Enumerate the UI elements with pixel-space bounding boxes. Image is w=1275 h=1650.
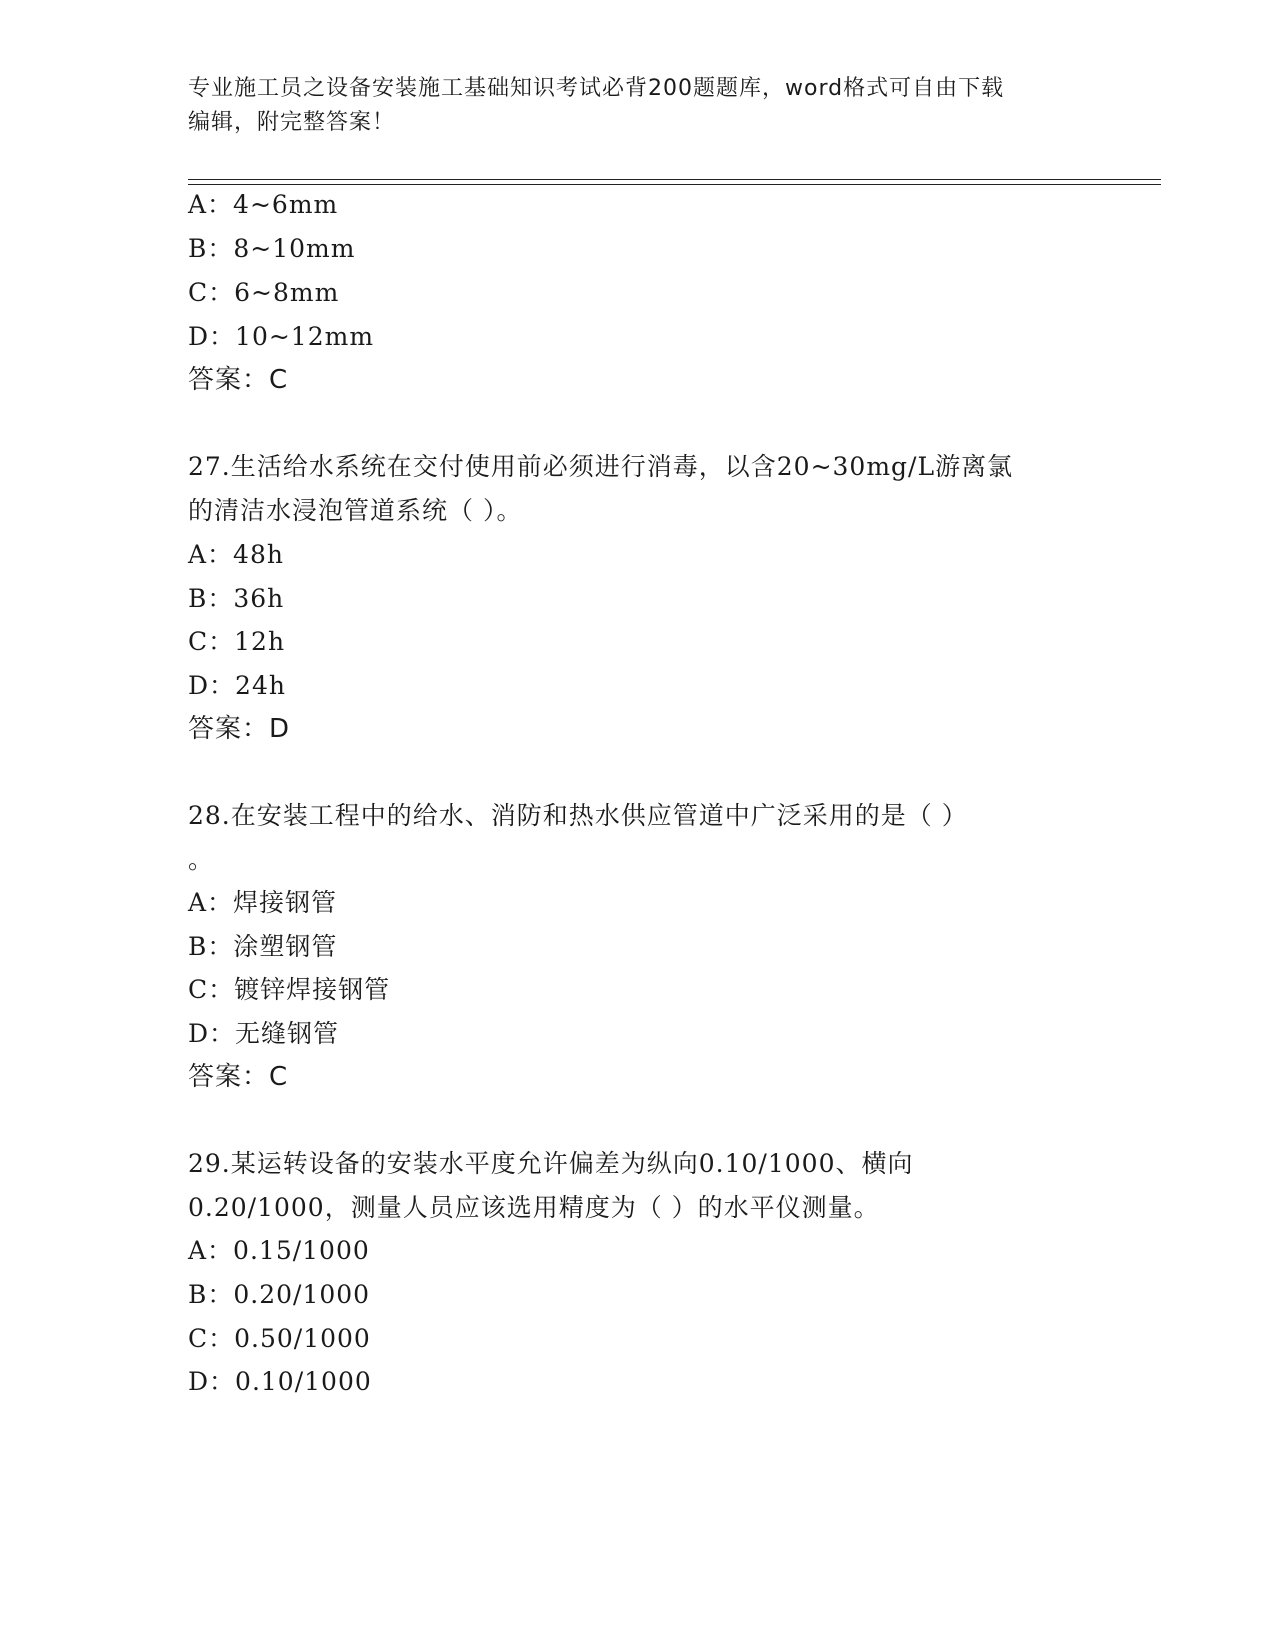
q29-option-d: D：0.10/1000 [188, 1367, 372, 1396]
q28-option-a: A：焊接钢管 [188, 888, 338, 917]
q28-option-c: C：镀锌焊接钢管 [188, 975, 391, 1004]
q26-answer: 答案：C [188, 365, 289, 395]
q26-option-d: D：10~12mm [188, 322, 375, 351]
q28-stem-line-1: 28.在安装工程中的给水、消防和热水供应管道中广泛采用的是（ ） [188, 801, 968, 830]
q27-stem-line-2: 的清洁水浸泡管道系统（ ）。 [188, 496, 523, 525]
q28-answer: 答案：C [188, 1062, 289, 1092]
q27-option-a: A：48h [188, 540, 284, 569]
q27-option-b: B：36h [188, 584, 285, 613]
q28-option-b: B：涂塑钢管 [188, 932, 338, 961]
q26-option-b: B：8~10mm [188, 234, 356, 263]
q27-option-c: C：12h [188, 627, 286, 656]
q26-option-c: C：6~8mm [188, 278, 340, 307]
q29-stem-line-2: 0.20/1000，测量人员应该选用精度为（ ）的水平仪测量。 [188, 1193, 880, 1222]
q27-answer: 答案：D [188, 714, 291, 744]
q29-option-a: A：0.15/1000 [188, 1236, 370, 1265]
q27-stem-line-1: 27.生活给水系统在交付使用前必须进行消毒，以含20~30mg/L游离氯 [188, 452, 1014, 481]
q29-option-b: B：0.20/1000 [188, 1280, 371, 1309]
header-line-2: 编辑，附完整答案！ [188, 110, 396, 135]
q29-stem-line-1: 29.某运转设备的安装水平度允许偏差为纵向0.10/1000、横向 [188, 1149, 914, 1178]
header-line-1: 专业施工员之设备安装施工基础知识考试必背200题题库，word格式可自由下载 [188, 76, 1005, 101]
q26-option-a: A：4~6mm [188, 190, 339, 219]
q28-option-d: D：无缝钢管 [188, 1019, 340, 1048]
q29-option-c: C：0.50/1000 [188, 1324, 371, 1353]
header-divider [188, 179, 1161, 185]
document-header [188, 72, 1088, 140]
q27-option-d: D：24h [188, 671, 286, 700]
q28-stem-line-2: 。 [188, 845, 215, 874]
